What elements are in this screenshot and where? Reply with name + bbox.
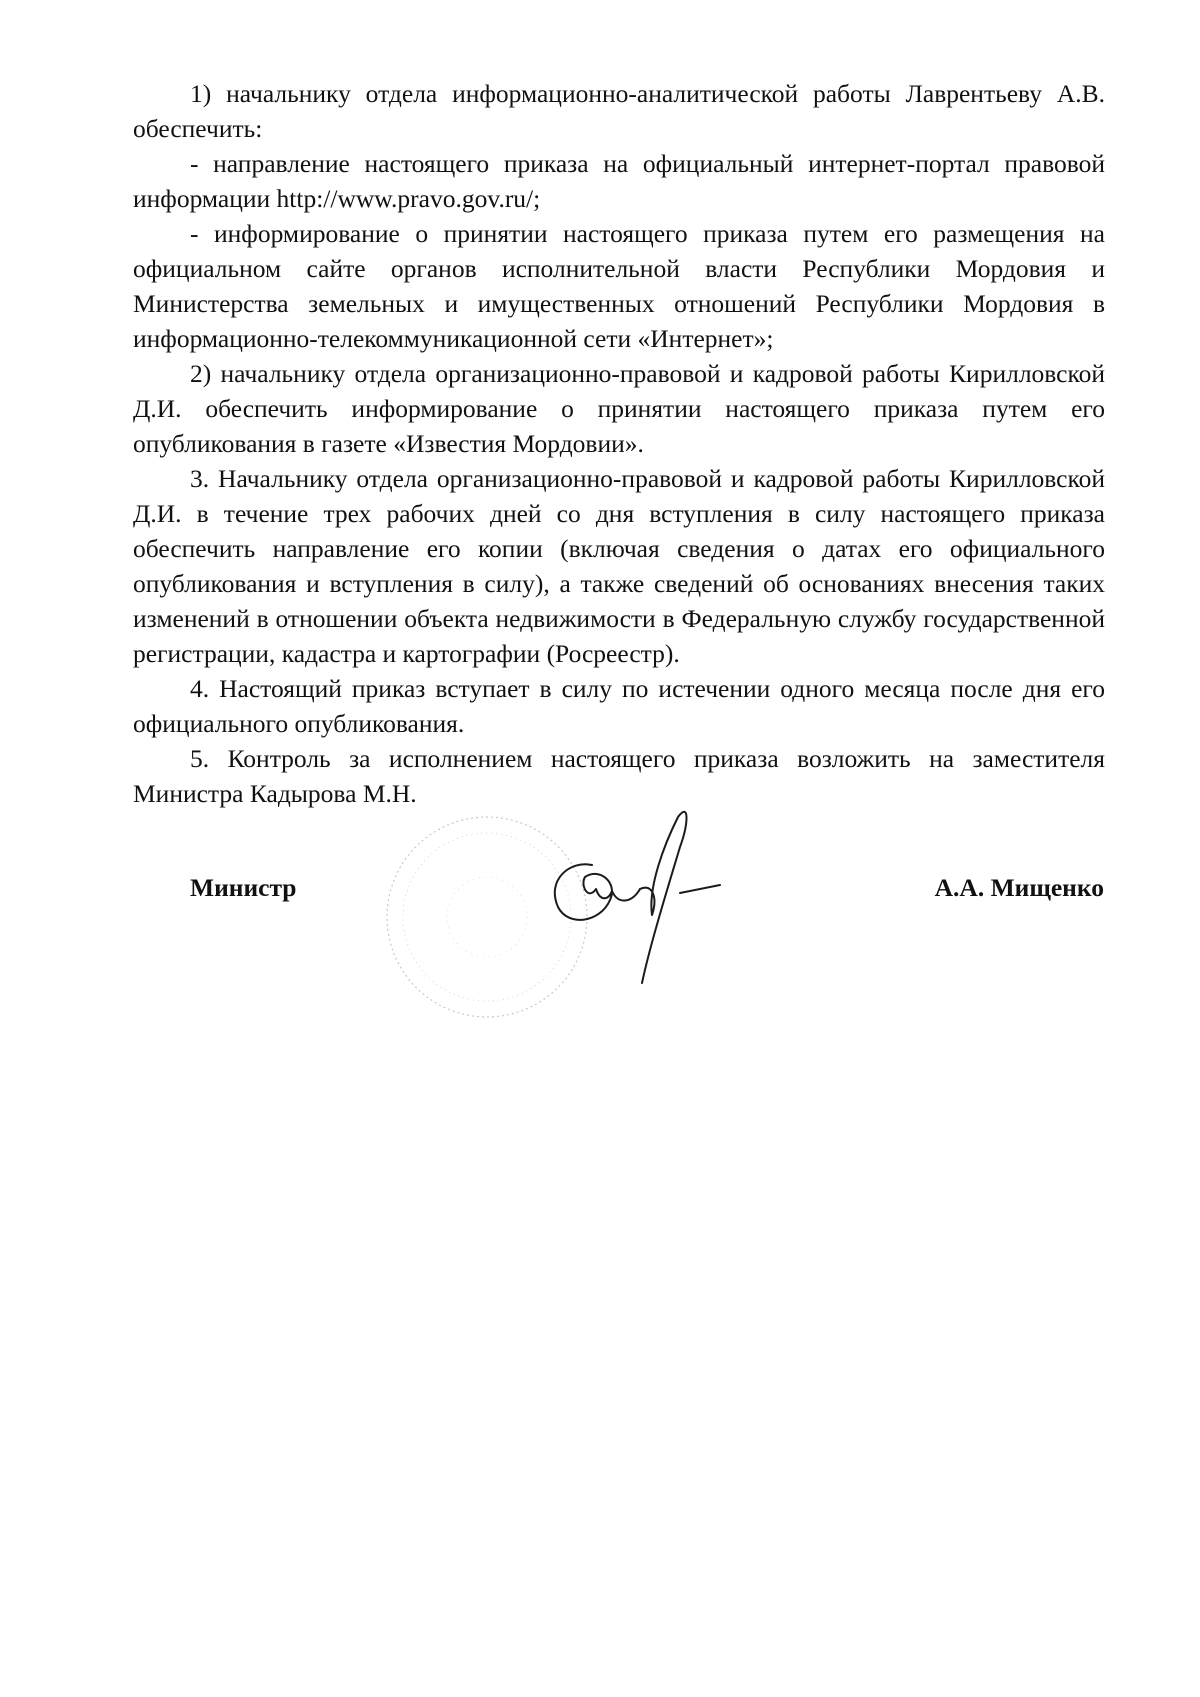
document-body xyxy=(133,76,1105,811)
paragraph-item-5: 5. Контроль за исполнением настоящего приказа возложить на заместителя Министра Кадырова М.Н. xyxy=(133,744,1105,808)
paragraph-item-4: 4. Настоящий приказ вступает в силу по истечении одного месяца после дня его официального опубликования. xyxy=(133,674,1105,738)
paragraph-item-1-sub-2: - информирование о принятии настоящего приказа путем его размещения на официальном сайте органов исполнительной власти Республики Мордовия и Министерства земельных и имущественных отношений Республики Мордовия в информационно-телекоммуникационной сети «Интернет»; xyxy=(133,219,1105,353)
signature-block xyxy=(0,870,1200,910)
signatory-title: Министр xyxy=(190,873,297,902)
paragraph-item-3: 3. Начальнику отдела организационно-правовой и кадровой работы Кирилловской Д.И. в течение трех рабочих дней со дня вступления в силу настоящего приказа обеспечить направление его копии (включая сведения о датах его официального опубликования и вступления в силу), а также сведений об основаниях внесения таких изменений в отношении объекта недвижимости в Федеральную службу государственной регистрации, кадастра и картографии (Росреестр). xyxy=(133,464,1105,668)
paragraph-item-2: 2) начальнику отдела организационно-правовой и кадровой работы Кирилловской Д.И. обеспечить информирование о принятии настоящего приказа путем его опубликования в газете «Известия Мордовии». xyxy=(133,359,1105,458)
paragraph-item-1-sub-1: - направление настоящего приказа на официальный интернет-портал правовой информации http://www.pravo.gov.ru/; xyxy=(133,149,1105,213)
paragraph-item-1: 1) начальнику отдела информационно-аналитической работы Лаврентьеву А.В. обеспечить: xyxy=(133,79,1105,143)
signatory-name: А.А. Мищенко xyxy=(934,873,1104,902)
